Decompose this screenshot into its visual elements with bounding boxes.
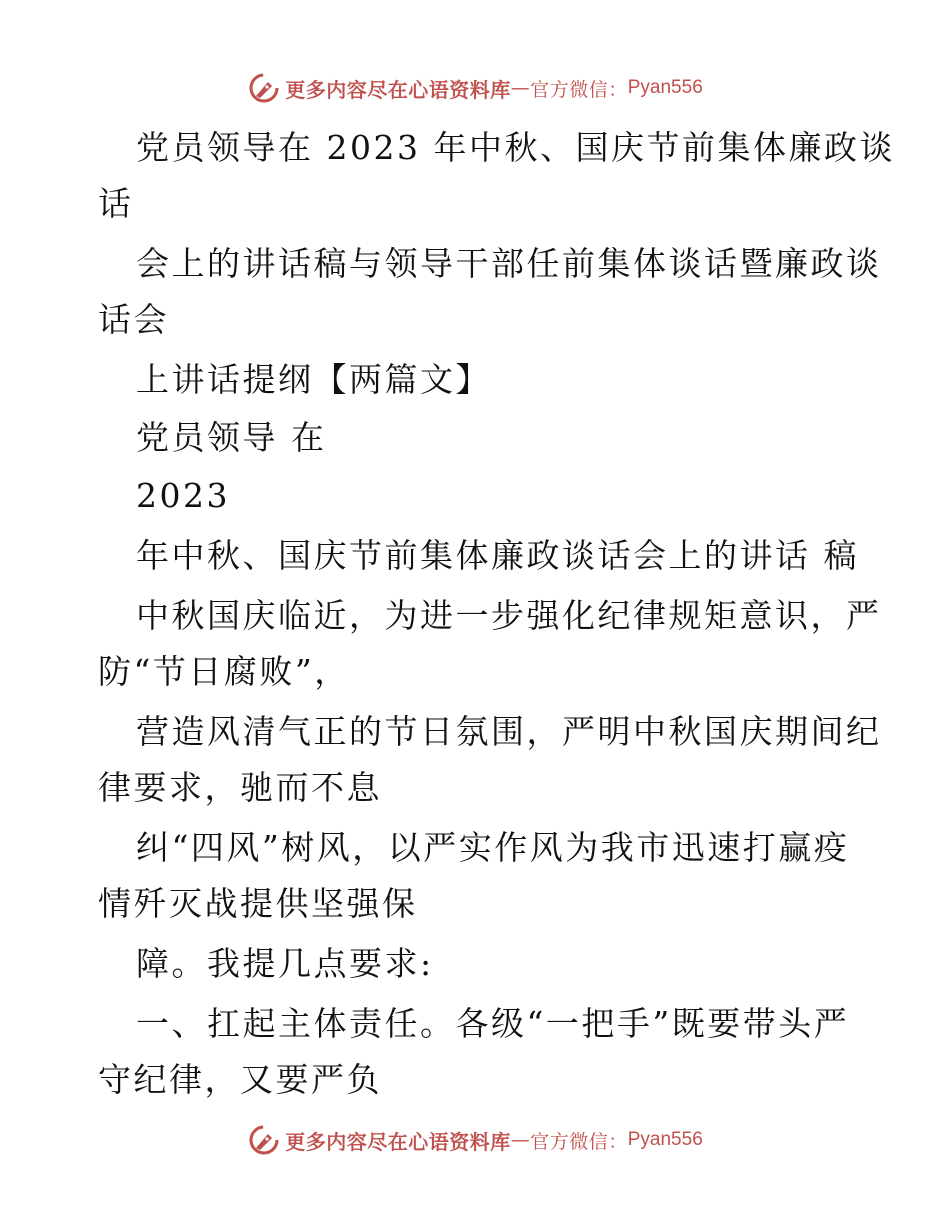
watermark-brand-text: 更多内容尽在心语资料库 — [285, 1129, 511, 1154]
text-line: 上讲话提纲【两篇文】 — [136, 360, 491, 399]
text-line: 话会 — [98, 300, 169, 339]
text-line: 情歼灭战提供坚强保 — [98, 884, 418, 923]
watermark-dash: — — [510, 77, 531, 99]
text-line: 党员领导在 2023 年中秋、国庆节前集体廉政谈 — [136, 128, 895, 167]
watermark-wechat-id: Pyan556 — [627, 1129, 703, 1150]
watermark-wechat-label: 官方微信： — [530, 78, 628, 101]
text-line: 2023 — [136, 476, 230, 515]
header-watermark — [0, 68, 950, 108]
text-line: 营造风清气正的节日氛围，严明中秋国庆期间纪 — [136, 712, 882, 751]
text-line: 党员领导 在 — [136, 418, 327, 457]
text-line: 会上的讲话稿与领导干部任前集体谈话暨廉政谈 — [136, 244, 882, 283]
text-line: 障。我提几点要求: — [136, 944, 434, 983]
text-line: 守纪律，又要严负 — [98, 1060, 382, 1099]
watermark-dash: — — [510, 1129, 531, 1151]
text-line: 年中秋、国庆节前集体廉政谈话会上的讲话 稿 — [136, 536, 859, 575]
text-line: 律要求，驰而不息 — [98, 768, 382, 807]
pen-nib-logo-icon — [247, 1123, 281, 1157]
text-line: 话 — [98, 184, 134, 223]
watermark-wechat-id: Pyan556 — [627, 77, 703, 98]
text-line: 防“节日腐败”， — [98, 652, 350, 691]
text-line: 一、扛起主体责任。各级“一把手”既要带头严 — [136, 1004, 850, 1043]
text-line: 纠“四风”树风，以严实作风为我市迅速打赢疫 — [136, 828, 850, 867]
watermark-wechat-label: 官方微信： — [530, 1130, 628, 1153]
pen-nib-logo-icon — [247, 71, 281, 105]
watermark-brand-text: 更多内容尽在心语资料库 — [285, 77, 511, 102]
footer-watermark — [0, 1120, 950, 1160]
text-line: 中秋国庆临近，为进一步强化纪律规矩意识，严 — [136, 596, 882, 635]
